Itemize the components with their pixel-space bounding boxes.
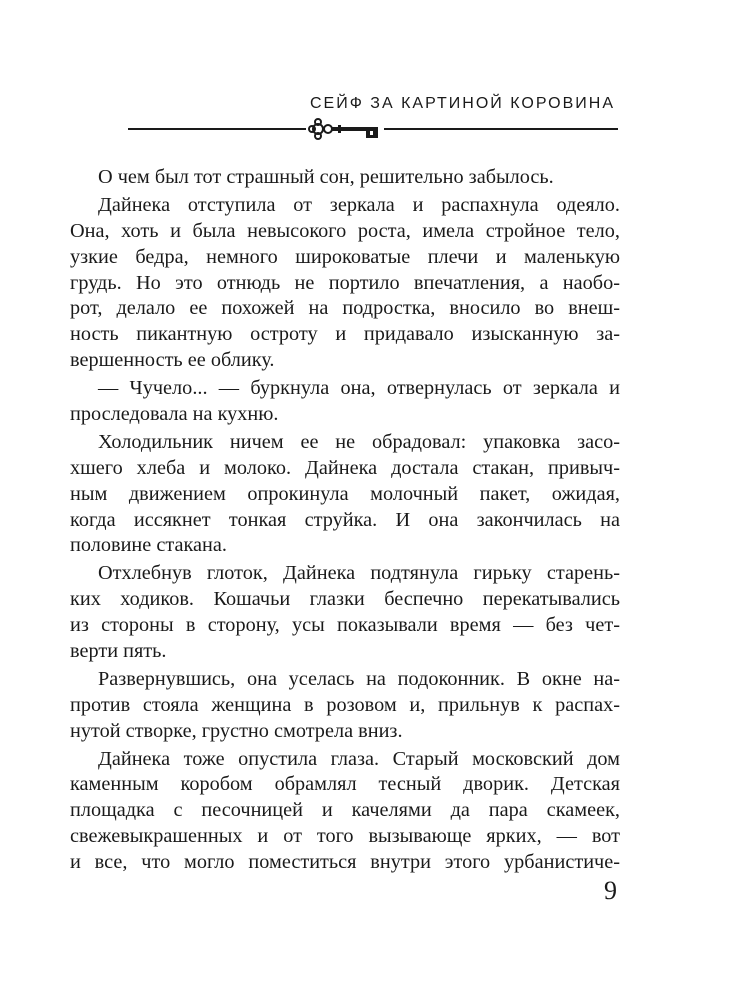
paragraph — [70, 165, 620, 191]
text-line: Отхлебнув глоток, Дайнека подтянула гирьку старень- — [98, 562, 620, 585]
text-line: из стороны в сторону, усы показывали время — без чет- — [70, 614, 620, 637]
text-line: Развернувшись, она уселась на подоконник. В окне на- — [98, 667, 620, 690]
text-line: ность пикантную остроту и придавало изысканную за- — [70, 323, 620, 346]
text-line: каменным коробом обрамлял тесный дворик. Детская — [70, 773, 620, 796]
text-line: ным движением опрокинула молочный пакет, ожидая, — [70, 482, 620, 505]
paragraph — [70, 376, 620, 428]
header-rule-right — [384, 128, 618, 130]
text-line: против стояла женщина в розовом и, прильнув к распах- — [70, 693, 620, 716]
text-line: Холодильник ничем ее не обрадовал: упаковка засо- — [98, 430, 620, 453]
text-line: Она, хоть и была невысокого роста, имела стройное тело, — [70, 219, 620, 242]
page-number: 9 — [604, 876, 617, 905]
text-line: площадка с песочницей и качелями да пара скамеек, — [70, 799, 620, 822]
text-line: узкие бедра, немного широковатые плечи и маленькую — [70, 245, 620, 268]
body-text — [70, 165, 620, 876]
paragraph — [70, 667, 620, 745]
text-line: ких ходиков. Кошачьи глазки беспечно перекатывались — [70, 588, 620, 611]
text-line: половине стакана. — [70, 534, 227, 557]
text-line: свежевыкрашенных и от того вызывающе ярких, — вот — [70, 825, 620, 848]
text-line: — Чучело... — буркнула она, отвернулась от зеркала и — [98, 377, 620, 400]
text-line: О чем был тот страшный сон, решительно забылось. — [98, 166, 554, 188]
text-line: рот, делало ее похожей на подростка, вносило во внеш- — [70, 297, 620, 320]
running-head-title: СЕЙФ ЗА КАРТИНОЙ КОРОВИНА — [309, 95, 615, 112]
text-line: и все, что могло поместиться внутри этого урбанистиче- — [70, 851, 620, 874]
paragraph — [70, 193, 620, 374]
text-line: Дайнека отступила от зеркала и распахнула одеяло. — [98, 193, 620, 216]
text-line: верти пять. — [70, 640, 167, 663]
text-line: хшего хлеба и молоко. Дайнека достала стакан, привыч- — [70, 456, 620, 479]
header-rule-left — [128, 128, 306, 130]
text-line: нутой створке, грустно смотрела вниз. — [70, 719, 403, 742]
paragraph — [70, 430, 620, 559]
text-line: проследовала на кухню. — [70, 403, 279, 426]
paragraph — [70, 747, 620, 876]
text-line: Дайнека тоже опустила глаза. Старый московский дом — [98, 747, 620, 770]
key-icon — [308, 116, 384, 142]
header-rule — [128, 128, 618, 130]
text-line: когда иссякнет тонкая струйка. И она закончилась на — [70, 508, 620, 531]
text-line: вершенность ее облику. — [70, 349, 275, 372]
text-line: грудь. Но это отнюдь не портило впечатления, а наобо- — [70, 271, 620, 294]
paragraph — [70, 561, 620, 665]
